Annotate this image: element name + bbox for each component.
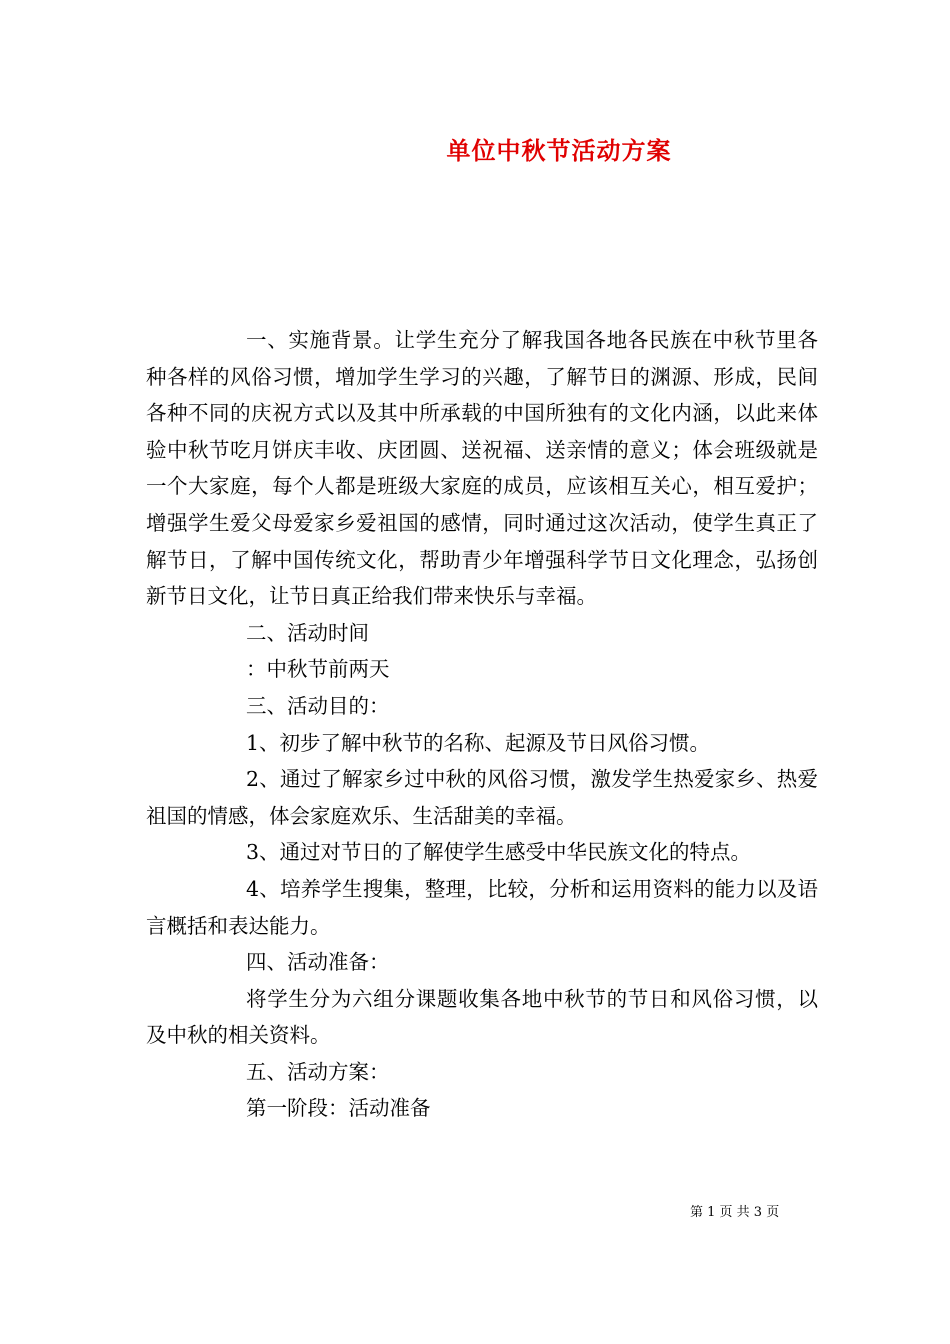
- goal-item-4: 4、培养学生搜集，整理，比较，分析和运用资料的能力以及语言概括和表达能力。: [146, 876, 818, 938]
- heading-activity-plan: 五、活动方案：: [246, 1059, 390, 1084]
- document-title: 单位中秋节活动方案: [446, 136, 672, 165]
- paragraph-background: 一、实施背景。让学生充分了解我国各地各民族在中秋节里各种各样的风俗习惯，增加学生学习的兴趣，了解节日的渊源、形成，民间各种不同的庆祝方式以及其中所承载的中国所独有的文化内涵，以此来体验中秋节吃月饼庆丰收、庆团圆、送祝福、送亲情的意义；体会班级就是一个大家庭，每个人都是班级大家庭的成员，应该相互关心，相互爱护；增强学生爱父母爱家乡爱祖国的感情，同时通过这次活动，使学生真正了解节日，了解中国传统文化，帮助青少年增强科学节日文化理念，弘扬创新节日文化，让节日真正给我们带来快乐与幸福。: [146, 328, 818, 609]
- heading-activity-prep: 四、活动准备：: [246, 950, 390, 975]
- prep-description: 将学生分为六组分课题收集各地中秋节的节日和风俗习惯，以及中秋的相关资料。: [146, 986, 818, 1048]
- goal-item-1: 1、初步了解中秋节的名称、起源及节日风俗习惯。: [246, 730, 711, 755]
- goal-item-2: 2、通过了解家乡过中秋的风俗习惯，激发学生热爱家乡、热爱祖国的情感，体会家庭欢乐、生活甜美的幸福。: [146, 767, 818, 828]
- plan-stage-1: 第一阶段：活动准备: [246, 1096, 431, 1121]
- heading-activity-goals: 三、活动目的：: [246, 693, 390, 718]
- page-number-footer: 第 1 页 共 3 页: [690, 1205, 780, 1220]
- document-body: [146, 322, 818, 1127]
- goal-item-3: 3、通过对节日的了解使学生感受中华民族文化的特点。: [246, 840, 752, 865]
- heading-activity-time: 二、活动时间: [246, 620, 369, 645]
- activity-time-value: ：中秋节前两天: [246, 657, 390, 682]
